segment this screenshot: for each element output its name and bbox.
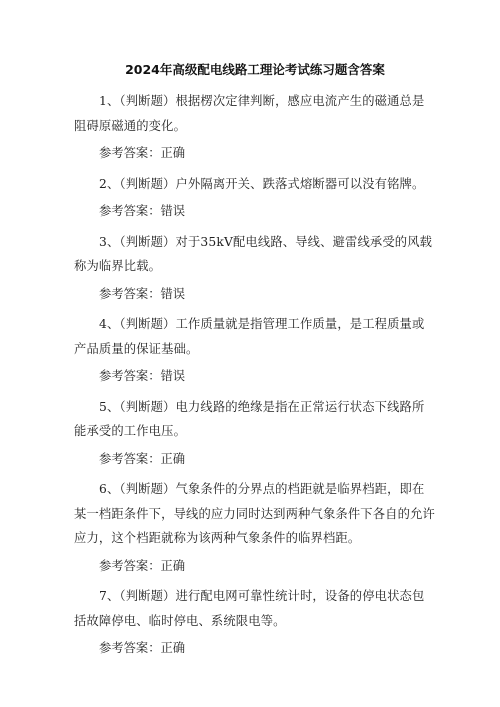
- answer-text: 参考答案：正确: [99, 146, 186, 160]
- question-text: 5、（判断题）电力线路的绝缘是指在正常运行状态下线路所能承受的工作电压。: [74, 399, 425, 438]
- question-item: [74, 172, 436, 224]
- document-title: 2024年高级配电线路工理论考试练习题含答案: [125, 62, 385, 77]
- question-text: 7、（判断题）进行配电网可靠性统计时，设备的停电状态包括故障停电、临时停电、系统限电等。: [74, 589, 425, 628]
- question-item: [74, 395, 436, 472]
- answer-text: 参考答案：错误: [99, 369, 186, 383]
- question-text: 3、（判断题）对于35kV配电线路、导线、避雷线承受的风载称为临界比载。: [74, 234, 433, 273]
- answer-text: 参考答案：错误: [99, 204, 186, 218]
- question-item: [74, 312, 436, 389]
- answer-text: 参考答案：错误: [99, 286, 186, 301]
- question-item: [74, 230, 436, 307]
- answer-text: 参考答案：正确: [99, 451, 186, 466]
- question-text: 2、（判断题）户外隔离开关、跌落式熔断器可以没有铭牌。: [99, 176, 425, 191]
- question-text: 4、（判断题）工作质量就是指管理工作质量，是工程质量或产品质量的保证基础。: [74, 317, 425, 356]
- answer-text: 参考答案：正确: [99, 641, 186, 655]
- answer-text: 参考答案：正确: [99, 558, 186, 573]
- question-item: [74, 89, 436, 166]
- question-text: 6、（判断题）气象条件的分界点的档距就是临界档距，即在某一档距条件下，导线的应力同时达到两种气象条件下各自的允许应力，这个档距就称为该两种气象条件的临界档距。: [74, 482, 435, 545]
- question-item: [74, 584, 436, 661]
- question-item: [74, 477, 436, 578]
- question-text: 1、（判断题）根据楞次定律判断，感应电流产生的磁通总是阻碍原磁通的变化。: [74, 94, 425, 133]
